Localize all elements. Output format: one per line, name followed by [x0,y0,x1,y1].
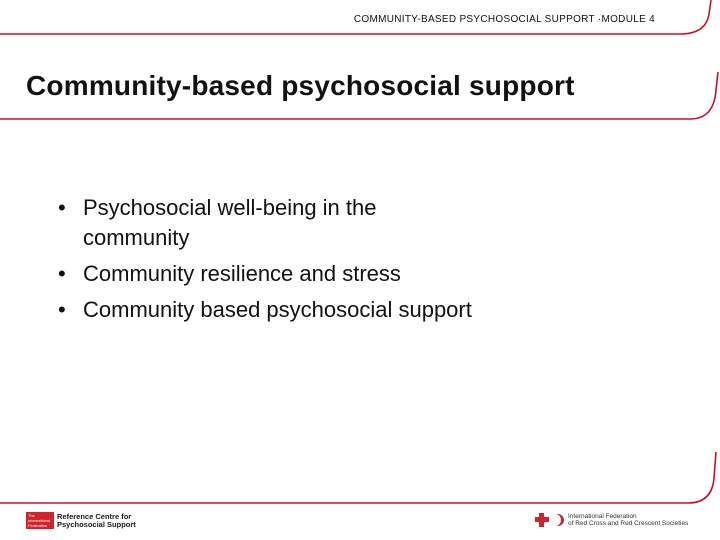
slide-title: Community-based psychosocial support [26,70,575,101]
bullet-marker: • [58,195,66,220]
red-crescent-icon [552,514,564,526]
reference-centre-line1: Reference Centre for [57,511,132,521]
ifrc-line2: of Red Cross and Red Crescent Societies [568,520,689,527]
ifrc-line1: International Federation [568,512,637,520]
reference-centre-logo-text [57,513,136,529]
reference-centre-logo [26,512,136,529]
bullet-text: Community resilience and stress [83,261,401,286]
bullet-text: Community based psychosocial support [83,297,472,322]
ifrc-logo-text [568,513,688,528]
reference-centre-line2: Psychosocial Support [57,519,136,529]
bullet-text: Psychosocial well-being in the community [83,195,377,250]
bullet-marker: • [58,261,66,286]
bullet-item [58,295,488,325]
slide-content [58,193,488,331]
red-cross-icon [534,512,550,528]
bullet-list [58,193,488,325]
bullet-item [58,259,488,289]
ifrc-logo [534,512,688,528]
reference-centre-logo-mark: The International Federation [26,512,54,529]
bullet-marker: • [58,297,66,322]
bullet-item [58,193,488,253]
module-header-label: COMMUNITY-BASED PSYCHOSOCIAL SUPPORT ·MODULE 4 [353,14,655,25]
